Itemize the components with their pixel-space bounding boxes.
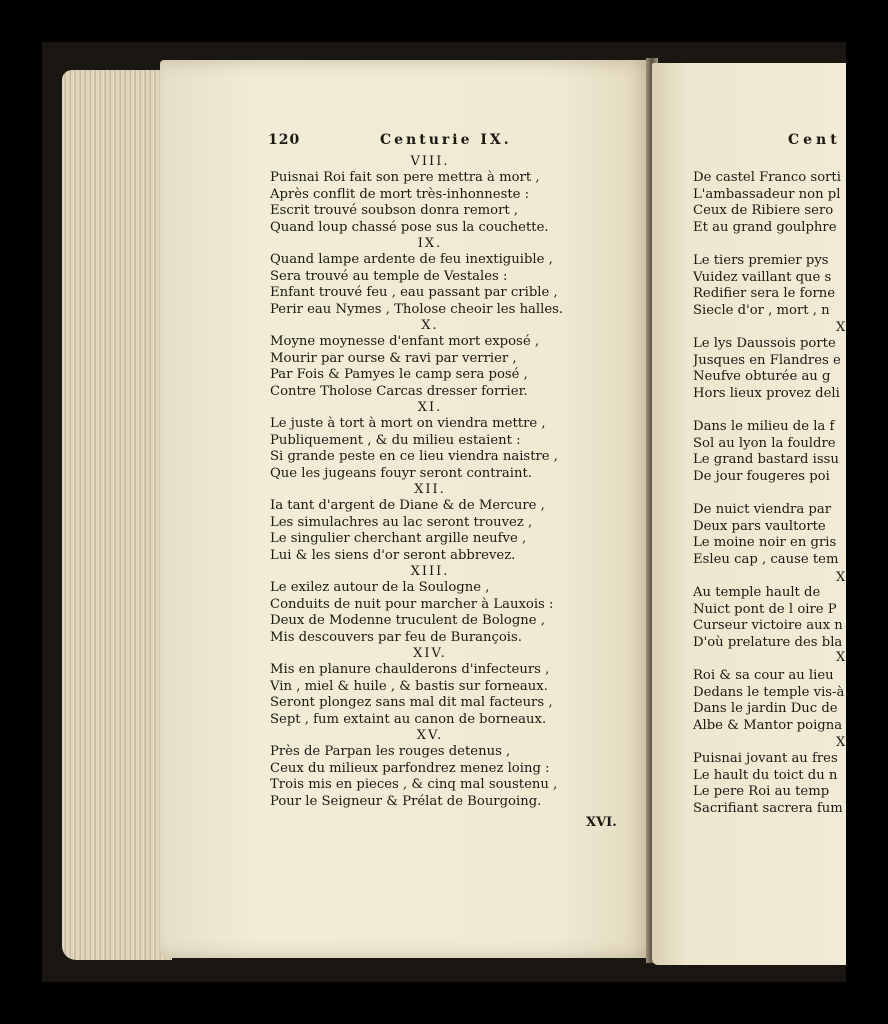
verse-line: De castel Franco sorti	[693, 170, 841, 185]
catchword: XVI.	[586, 815, 617, 830]
verse-line: Le hault du toict du n	[693, 767, 838, 783]
quatrain-number: X.	[421, 318, 439, 333]
verse-line: Conduits de nuit pour marcher à Lauxois :	[270, 596, 554, 612]
quatrain-number-cut: X	[836, 650, 846, 665]
verse-line: Seront plongez sans mal dit mal facteurs ,	[270, 695, 553, 710]
verse-line: Près de Parpan les rouges detenus ,	[270, 744, 511, 759]
verse-line: Sacrifiant sacrera fum	[693, 800, 843, 816]
verse-line: Par Fois & Pamyes le camp sera posé ,	[270, 367, 528, 382]
quatrain-number: XI.	[417, 400, 443, 415]
verse-line: Dans le jardin Duc de	[693, 701, 838, 716]
quatrain-number: XII.	[414, 482, 446, 497]
quatrain-number: XIV.	[413, 646, 447, 661]
quatrain-number: XIII.	[410, 564, 450, 579]
verse-line: Mourir par ourse & ravi par verrier ,	[270, 350, 517, 366]
stanza-gap	[693, 485, 846, 502]
verse-line: Roi & sa cour au lieu	[693, 668, 834, 683]
verse-line: Mis en planure chaulderons d'infecteurs ,	[270, 662, 550, 677]
verse-line: Si grande peste en ce lieu viendra naistre ,	[270, 449, 558, 464]
verse-line: Ceux de Ribiere sero	[693, 203, 834, 218]
verse-line: Escrit trouvé soubson donra remort ,	[270, 203, 519, 218]
verse-line: Puisnai jovant au fres	[693, 751, 838, 766]
stanza-gap	[693, 236, 846, 253]
verse-line: Vuidez vaillant que s	[693, 269, 832, 285]
verse-line: Sera trouvé au temple de Vestales :	[270, 268, 508, 284]
verse-line: Nuict pont de l oire P	[693, 601, 837, 617]
quatrain-number: XV.	[416, 728, 444, 743]
stanza-gap	[693, 402, 846, 419]
verse-line: Siecle d'or , mort , n	[693, 302, 830, 318]
quatrain-number-cut: X	[836, 570, 846, 585]
verse-line: Pour le Seigneur & Prélat de Bourgoing.	[270, 793, 542, 809]
quatrain-number: IX.	[417, 236, 443, 251]
verse-line: Mis descouvers par feu de Burançois.	[270, 629, 522, 645]
left-page-text	[270, 132, 630, 810]
verse-line: De jour fougeres poi	[693, 468, 830, 484]
running-head: Centurie IX.	[380, 132, 512, 148]
quatrain-number: VIII.	[410, 154, 450, 169]
verse-line: De nuict viendra par	[693, 502, 832, 517]
verse-line: Après conflit de mort très-inhonneste :	[270, 186, 530, 202]
verse-line: Dedans le temple vis-à	[693, 684, 845, 700]
quatrain-number-cut: X	[836, 320, 846, 335]
verse-line: Lui & les siens d'or seront abbrevez.	[270, 547, 516, 563]
verse-line: Curseur victoire aux n	[693, 618, 843, 633]
verse-line: Deux pars vaultorte	[693, 518, 826, 534]
verse-line: Le pere Roi au temp	[693, 784, 830, 799]
stanza-gap	[693, 568, 846, 585]
right-page-text	[693, 132, 846, 817]
stanza-gap	[693, 319, 846, 336]
verse-line: Sol au lyon la fouldre	[693, 435, 836, 451]
verse-line: Que les jugeans fouyr seront contraint.	[270, 465, 532, 481]
verse-line: Hors lieux provez deli	[693, 385, 840, 401]
verse-line: Publiquement , & du milieu estaient :	[270, 432, 521, 448]
stanza-gap	[693, 734, 846, 751]
verse-line: Dans le milieu de la f	[693, 419, 835, 434]
verse-line: Le grand bastard issu	[693, 452, 839, 467]
running-head-right: Cent	[788, 132, 841, 148]
verse-line: Les simulachres au lac seront trouvez ,	[270, 514, 533, 530]
verse-line: Ia tant d'argent de Diane & de Mercure ,	[270, 498, 545, 513]
verse-line: Le exilez autour de la Soulogne ,	[270, 580, 490, 595]
verse-line: Deux de Modenne truculent de Bologne ,	[270, 613, 545, 628]
verse-line: Le juste à tort à mort on viendra mettre ,	[270, 416, 546, 431]
verse-line: Neufve obturée au g	[693, 369, 831, 384]
stanza-gap	[693, 651, 846, 668]
verse-line: Moyne moynesse d'enfant mort exposé ,	[270, 334, 540, 349]
verse-line: Perir eau Nymes , Tholose cheoir les halles.	[270, 301, 564, 317]
verse-line: Jusques en Flandres e	[693, 352, 841, 368]
verse-line: Sept , fum extaint au canon de borneaux.	[270, 711, 547, 727]
book-page-edges	[62, 70, 172, 960]
verse-line: Au temple hault de	[693, 585, 821, 600]
verse-line: Puisnai Roi fait son pere mettra à mort ,	[270, 170, 540, 185]
verse-line: Quand loup chassé pose sus la couchette.	[270, 219, 549, 235]
verse-line: L'ambassadeur non pl	[693, 186, 841, 202]
verse-line: Quand lampe ardente de feu inextiguible ,	[270, 252, 553, 267]
verse-line: Ceux du milieux parfondrez menez loing :	[270, 760, 550, 776]
verse-line: Enfant trouvé feu , eau passant par crible ,	[270, 285, 558, 300]
verse-line: Contre Tholose Carcas dresser forrier.	[270, 383, 528, 399]
verse-line: Esleu cap , cause tem	[693, 551, 839, 567]
verse-line: Vin , miel & huile , & bastis sur forneaux.	[270, 678, 548, 694]
verse-line: Trois mis en pieces , & cinq mal soustenu ,	[270, 777, 558, 792]
verse-line: Le tiers premier pys	[693, 253, 829, 268]
verse-line: Le moine noir en gris	[693, 535, 837, 550]
verse-line: Redifier sera le forne	[693, 286, 836, 301]
verse-line: Le lys Daussois porte	[693, 336, 836, 351]
verse-line: Le singulier cherchant argille neufve ,	[270, 531, 527, 546]
verse-line: D'où prelature des bla	[693, 634, 843, 650]
quatrain-number-cut: X	[836, 735, 846, 750]
page-number: 120	[268, 132, 301, 148]
verse-line: Et au grand goulphre	[693, 219, 837, 235]
verse-line: Albe & Mantor poigna	[693, 717, 843, 733]
